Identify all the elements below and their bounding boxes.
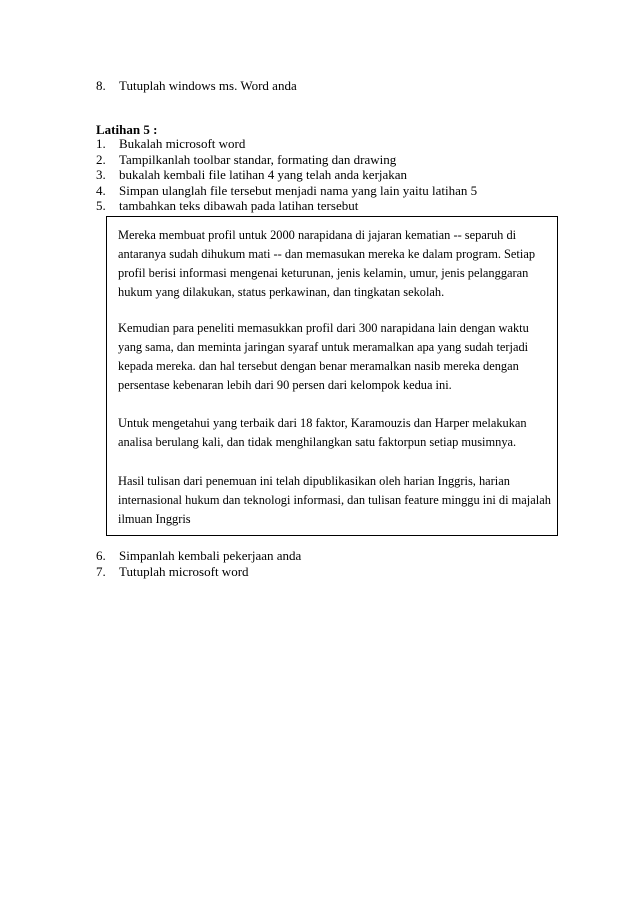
list-item-number: 3. xyxy=(96,167,106,182)
list-item-text: Bukalah microsoft word xyxy=(119,136,246,151)
list-item xyxy=(96,183,576,199)
steps-list xyxy=(96,136,576,214)
list-item-number: 5. xyxy=(96,198,106,213)
list-item-text: bukalah kembali file latihan 4 yang telah anda kerjakan xyxy=(119,167,408,182)
text-box xyxy=(106,216,558,536)
list-item xyxy=(96,78,496,94)
previous-steps-list xyxy=(96,78,496,94)
textbox-paragraph: Mereka membuat profil untuk 2000 narapidana di jajaran kematian -- separuh di antaranya sudah dihukum mati -- dan memasukan mereka ke dalam program. Setiap profil berisi informasi mengenai keturunan, jenis kelamin, umur, jenis pelanggaran hukum yang dilakukan, status perkawinan, dan tingkatan sekolah. xyxy=(118,228,536,299)
list-item-number: 8. xyxy=(96,78,106,93)
list-item xyxy=(96,136,576,152)
textbox-paragraph: Hasil tulisan dari penemuan ini telah dipublikasikan oleh harian Inggris, harian internasional hukum dan teknologi informasi, dan tulisan feature minggu ini di majalah ilmuan Inggris xyxy=(118,474,551,526)
list-item-number: 4. xyxy=(96,182,106,198)
textbox-paragraph: Kemudian para peneliti memasukkan profil dari 300 narapidana lain dengan waktu yang sama, dan meminta jaringan syaraf untuk meramalkan apa yang sudah terjadi kepada mereka. dan hal tersebut dengan benar meramalkan nasib mereka dengan persentase kebenaran lebih dari 90 persen dari kelompok kedua ini. xyxy=(118,321,529,392)
list-item xyxy=(96,564,496,580)
list-item xyxy=(96,198,576,214)
list-item-text: Tutuplah windows ms. Word anda xyxy=(119,78,297,93)
list-item xyxy=(96,152,576,168)
list-item xyxy=(96,548,496,564)
list-item-number: 2. xyxy=(96,151,106,167)
section-heading: Latihan 5 : xyxy=(96,122,158,137)
list-item-text: Simpan ulanglah file tersebut menjadi nama yang lain yaitu latihan 5 xyxy=(119,182,478,198)
closing-steps-list xyxy=(96,548,496,579)
list-item-number: 7. xyxy=(96,563,106,579)
textbox-paragraph: Untuk mengetahui yang terbaik dari 18 faktor, Karamouzis dan Harper melakukan analisa berulang kali, dan tidak menghilangkan satu faktorpun setiap musimnya. xyxy=(118,416,527,449)
list-item-number: 1. xyxy=(96,136,106,151)
list-item-text: Simpanlah kembali pekerjaan anda xyxy=(119,548,302,563)
list-item-number: 6. xyxy=(96,548,106,563)
list-item xyxy=(96,167,576,183)
list-item-text: Tampilkanlah toolbar standar, formating dan drawing xyxy=(119,151,397,167)
list-item-text: Tutuplah microsoft word xyxy=(119,563,249,579)
list-item-text: tambahkan teks dibawah pada latihan tersebut xyxy=(119,198,359,213)
